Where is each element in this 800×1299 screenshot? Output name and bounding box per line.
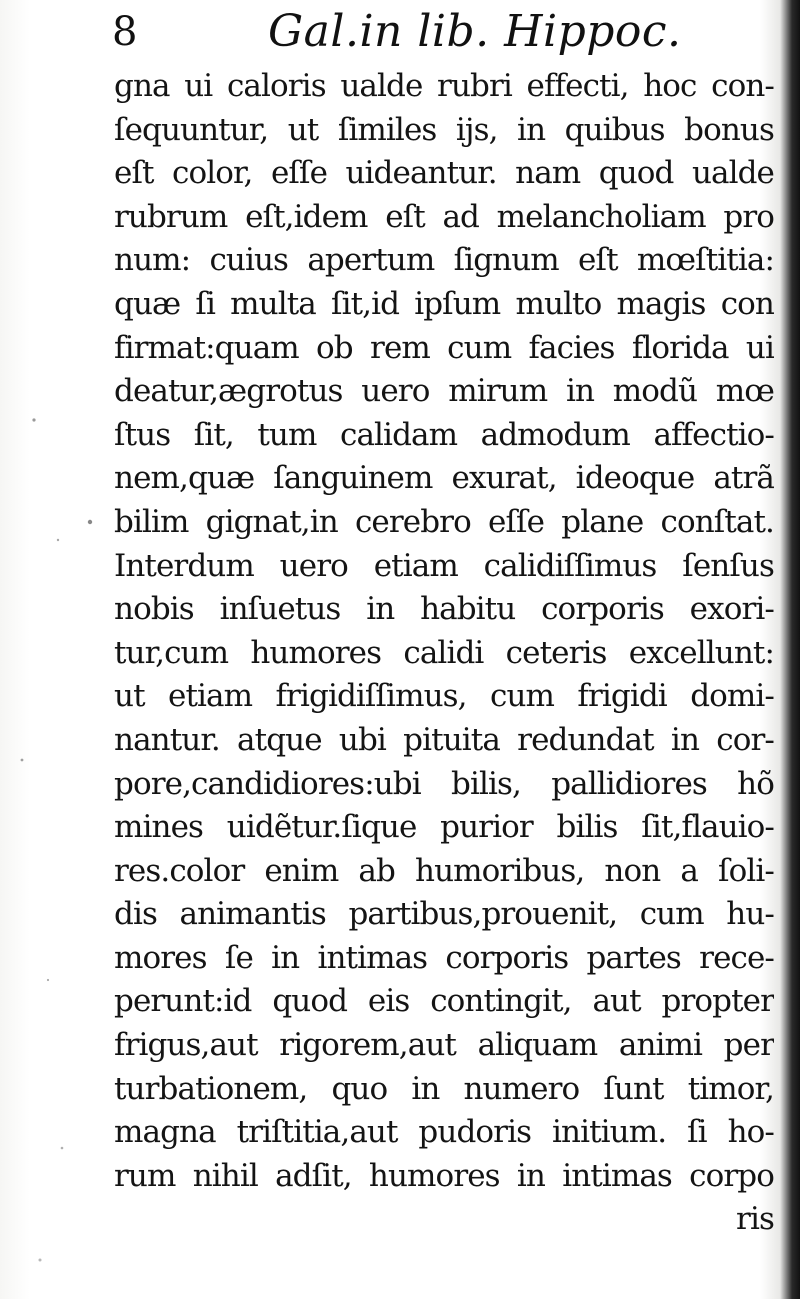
text-line: ut etiam frigidiſſimus, cum frigidi domi- bbox=[114, 678, 774, 715]
text-line: bilim gignat,in cerebro eſſe plane conſtat. bbox=[114, 503, 774, 540]
running-head: Gal.in lib. Hippoc. bbox=[268, 6, 682, 57]
text-line: nantur. atque ubi pituita redundat in cor- bbox=[114, 721, 774, 758]
text-line: rum nihil adſit, humores in intimas corpo bbox=[114, 1157, 774, 1194]
text-line: mores ſe in intimas corporis partes rece- bbox=[114, 939, 774, 976]
text-line: frigus,aut rigorem,aut aliquam animi per bbox=[114, 1027, 774, 1064]
text-line: ſtus ſit, tum calidam admodum affectio- bbox=[114, 416, 774, 453]
text-line: magna triſtitia,aut pudoris initium. ſi ho- bbox=[114, 1114, 774, 1151]
text-line: nobis inſuetus in habitu corporis exori- bbox=[114, 591, 774, 628]
text-line: firmat:quam ob rem cum facies florida ui bbox=[114, 329, 774, 366]
text-line: tur,cum humores calidi ceteris excellunt: bbox=[114, 634, 774, 671]
text-line: rubrum eſt,idem eſt ad melancholiam pro bbox=[114, 198, 774, 235]
text-line: turbationem, quo in numero ſunt timor, bbox=[114, 1070, 774, 1107]
text-line: nem,quæ ſanguinem exurat, ideoque atrã bbox=[114, 460, 774, 497]
text-line: ſequuntur, ut ſimiles ijs, in quibus bonus bbox=[114, 111, 774, 148]
text-line: Interdum uero etiam calidiſſimus ſenſus bbox=[114, 547, 774, 584]
text-line: pore,candidiores:ubi bilis, pallidiores hõ bbox=[114, 765, 774, 802]
text-line: deatur,ægrotus uero mirum in modũ mœ bbox=[114, 373, 774, 410]
text-line: num: cuius apertum ſignum eſt mœſtitia: bbox=[114, 242, 774, 279]
text-line: gna ui caloris ualde rubri effecti, hoc con- bbox=[114, 68, 774, 104]
text-line: mines uidẽtur.ſique purior bilis ſit,flauio- bbox=[114, 809, 774, 846]
text-line: perunt:id quod eis contingit, aut propter bbox=[114, 983, 774, 1020]
catchword: ris bbox=[736, 1201, 774, 1238]
page-header bbox=[0, 4, 800, 64]
page-number: 8 bbox=[112, 9, 138, 55]
text-line: eſt color, eſſe uideantur. nam quod ualde bbox=[114, 155, 774, 192]
text-line: res.color enim ab humoribus, non a ſoli- bbox=[114, 852, 774, 889]
text-line: quæ ſi multa ſit,id ipſum multo magis con bbox=[114, 285, 774, 322]
body-text bbox=[114, 65, 774, 1242]
text-line: dis animantis partibus,prouenit, cum hu- bbox=[114, 896, 774, 933]
